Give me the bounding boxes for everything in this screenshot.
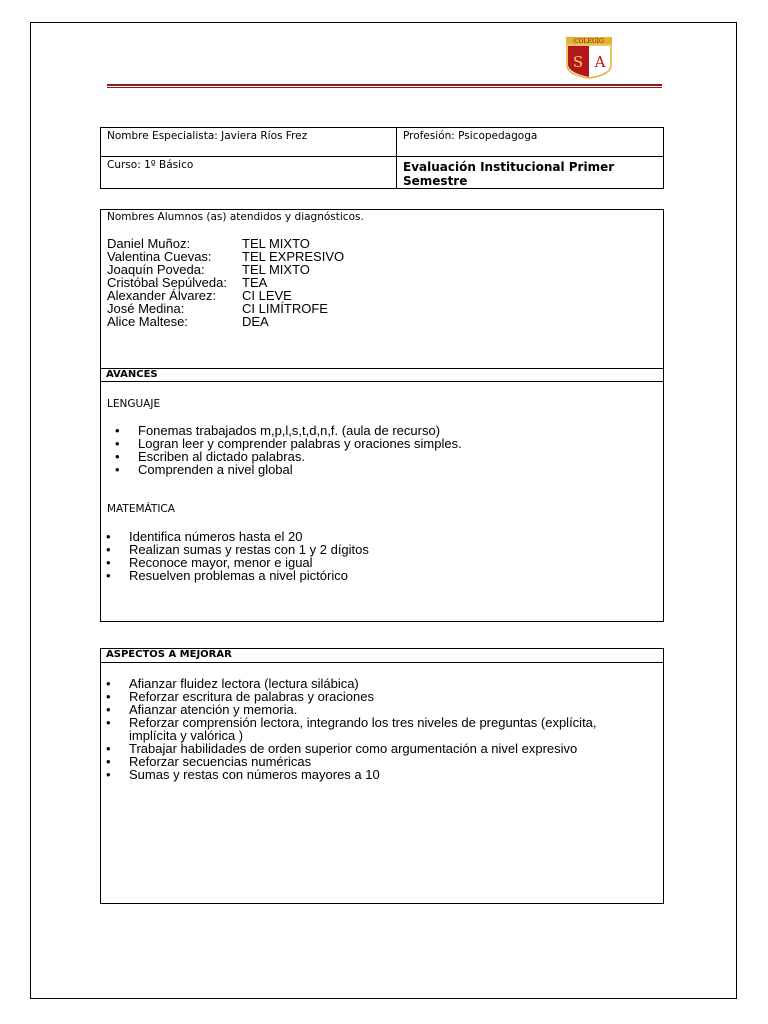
profession-cell — [397, 128, 664, 157]
list-item-text: Reforzar secuencias numéricas — [129, 754, 312, 769]
student-diagnosis: CI LEVE — [242, 288, 292, 303]
bullet-icon: • — [106, 767, 111, 782]
evaluation-cell — [397, 157, 664, 189]
bullet-icon: • — [106, 689, 111, 704]
school-crest-logo — [565, 35, 613, 79]
list-item-text: Resuelven problemas a nivel pictórico — [129, 568, 348, 583]
student-name: Cristóbal Sepúlveda: — [107, 275, 227, 290]
evaluation-title: Evaluación Institucional Primer Semestre — [403, 160, 615, 188]
bullet-icon: • — [115, 436, 120, 451]
list-item-text: Logran leer y comprender palabras y oraciones simples. — [138, 436, 462, 451]
avances-section — [100, 209, 664, 622]
bullet-icon: • — [106, 529, 111, 544]
bullet-icon: • — [106, 702, 111, 717]
mejorar-section — [100, 648, 664, 904]
bullet-icon: • — [106, 568, 111, 583]
student-name: Alexander Álvarez: — [107, 288, 217, 303]
list-item — [106, 716, 646, 742]
list-item-text: Comprenden a nivel global — [138, 462, 293, 477]
students-heading: Nombres Alumnos (as) atendidos y diagnósticos. — [107, 211, 364, 223]
student-row — [107, 315, 344, 328]
list-item-text: Identifica números hasta el 20 — [129, 529, 303, 544]
bullet-icon: • — [106, 754, 111, 769]
student-name: Joaquín Poveda: — [107, 262, 205, 277]
student-diagnosis: DEA — [242, 314, 269, 329]
list-item-text: Reconoce mayor, menor e igual — [129, 555, 313, 570]
course: Curso: 1º Básico — [107, 159, 194, 171]
specialist-cell — [101, 128, 397, 157]
specialist-name: Nombre Especialista: Javiera Ríos Frez — [107, 130, 308, 142]
mejorar-list — [106, 677, 646, 781]
bullet-icon: • — [106, 741, 111, 756]
list-item-text: Afianzar atención y memoria. — [129, 702, 298, 717]
student-name: Valentina Cuevas: — [107, 249, 212, 264]
header-rule-thin — [107, 87, 662, 88]
bullet-icon: • — [115, 423, 120, 438]
bullet-icon: • — [115, 462, 120, 477]
student-diagnosis: TEL EXPRESIVO — [242, 249, 345, 264]
student-diagnosis: TEA — [242, 275, 268, 290]
matematica-title: MATEMÁTICA — [107, 503, 175, 515]
bullet-icon: • — [115, 449, 120, 464]
list-item-text: Reforzar comprensión lectora, integrando los tres niveles de preguntas (explícita, implícita y valórica ) — [129, 715, 597, 743]
bullet-icon: • — [106, 715, 111, 730]
profession: Profesión: Psicopedagoga — [403, 130, 538, 142]
lenguaje-title: LENGUAJE — [107, 398, 161, 410]
bullet-icon: • — [106, 542, 111, 557]
course-cell — [101, 157, 397, 189]
logo-letter-s: S — [572, 53, 584, 71]
students-list — [107, 237, 344, 328]
list-item-text: Escriben al dictado palabras. — [138, 449, 305, 464]
bullet-icon: • — [106, 555, 111, 570]
mejorar-title: ASPECTOS A MEJORAR — [101, 649, 663, 663]
list-item-text: Fonemas trabajados m,p,l,s,t,d,n,f. (aula de recurso) — [138, 423, 441, 438]
student-diagnosis: TEL MIXTO — [242, 262, 310, 277]
header-table — [100, 127, 664, 189]
student-name: Alice Maltese: — [107, 314, 188, 329]
header-rule — [107, 84, 662, 86]
student-diagnosis: CI LIMÍTROFE — [242, 301, 328, 316]
list-item-text: Trabajar habilidades de orden superior como argumentación a nivel expresivo — [129, 741, 578, 756]
avances-title: AVANCES — [101, 368, 663, 382]
student-diagnosis: TEL MIXTO — [242, 236, 310, 251]
list-item-text: Sumas y restas con números mayores a 10 — [129, 767, 380, 782]
list-item-text: Realizan sumas y restas con 1 y 2 dígitos — [129, 542, 369, 557]
logo-caption: COLEGIO — [574, 38, 604, 45]
student-name: Daniel Muñoz: — [107, 236, 191, 251]
list-item-text: Reforzar escritura de palabras y oraciones — [129, 689, 374, 704]
logo-letter-a: A — [594, 53, 606, 71]
bullet-icon: • — [106, 676, 111, 691]
list-item — [106, 768, 646, 781]
list-item-text: Afianzar fluidez lectora (lectura silábica) — [129, 676, 359, 691]
student-name: José Medina: — [107, 301, 185, 316]
